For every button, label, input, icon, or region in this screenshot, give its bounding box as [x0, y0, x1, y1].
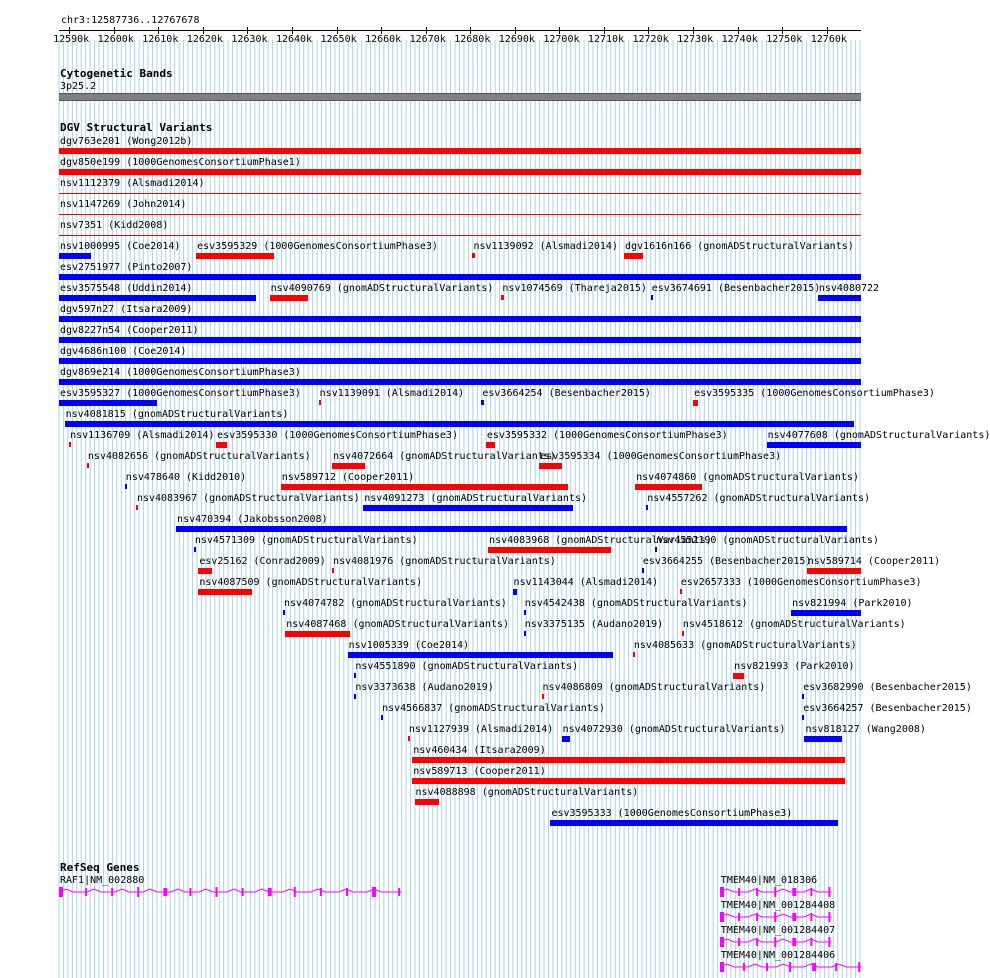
gene-exon [828, 912, 830, 922]
variant-label: nsv4088898 (gnomADStructuralVariants) [415, 787, 639, 798]
variant-feature-bar[interactable] [682, 631, 684, 636]
ruler-tick-label: 12590k [53, 34, 90, 45]
variant-feature-bar[interactable] [283, 610, 285, 615]
gene-exon [320, 888, 322, 896]
variant-label: nsv1127939 (Alsmadi2014) [408, 724, 554, 735]
variant-label: nsv821994 (Park2010) [792, 598, 913, 609]
ruler-tick-label: 12710k [587, 34, 625, 45]
gene-exon [743, 963, 745, 971]
variant-label: nsv3375135 (Audano2019) [524, 619, 664, 630]
variant-label: esv2751977 (Pinto2007) [60, 262, 193, 273]
gene-exon [792, 938, 796, 946]
gene-label: TMEM40|NM_001284408 [720, 900, 836, 911]
variant-label: esv3595333 (1000GenomesConsortiumPhase3) [551, 808, 793, 819]
variant-label: esv3664257 (Besenbacher2015) [803, 703, 972, 714]
variant-label: esv3575548 (Uddin2014) [60, 283, 193, 294]
variant-label: nsv1147269 (John2014) [60, 199, 187, 210]
ruler-tick-label: 12660k [365, 34, 402, 45]
variant-feature-bar[interactable] [562, 736, 571, 742]
variant-feature-bar[interactable] [415, 799, 440, 805]
gene-intron-line [59, 889, 401, 892]
variant-label: esv3664255 (Besenbacher2015) [642, 556, 812, 567]
ruler-tick [782, 27, 783, 34]
ruler-tick [203, 27, 204, 34]
variant-label: nsv4551890 (gnomADStructuralVariants) [355, 661, 579, 672]
variant-feature-bar[interactable] [319, 400, 321, 405]
ruler-tick [337, 27, 338, 34]
coordinate-ruler[interactable] [0, 0, 890, 50]
variant-label: nsv460434 (Itsara2009) [413, 745, 546, 756]
gene-exon [828, 937, 830, 947]
gene-exon [189, 888, 191, 896]
variant-feature-bar[interactable] [408, 736, 410, 741]
variant-feature-bar[interactable] [807, 568, 861, 574]
gene-label: TMEM40|NM_001284407 [720, 925, 836, 936]
variant-feature-bar[interactable] [354, 673, 356, 678]
gene-exon [720, 887, 724, 897]
variant-feature-bar[interactable] [59, 235, 861, 236]
variant-feature-bar[interactable] [802, 694, 804, 699]
gene-exon [810, 888, 812, 896]
gene-exon [810, 913, 812, 921]
ruler-tick-label: 12680k [454, 34, 491, 45]
variant-label: nsv4083967 (gnomADStructuralVariants) [136, 493, 360, 504]
gene-exon [812, 963, 816, 971]
gene-exon [720, 937, 724, 947]
variant-feature-bar[interactable] [542, 694, 544, 699]
gene-label: RAF1|NM_002880 [60, 875, 145, 886]
variant-feature-bar[interactable] [87, 463, 89, 468]
gene-exon [346, 888, 348, 896]
gene-label: TMEM40|NM_018306 [720, 875, 818, 886]
variant-label: nsv478640 (Kidd2010) [125, 472, 247, 483]
gene-model[interactable] [720, 911, 833, 923]
variant-feature-bar[interactable] [524, 610, 526, 615]
variant-feature-bar[interactable] [125, 484, 127, 489]
gene-exon [774, 912, 776, 922]
gene-exon [756, 888, 758, 896]
variant-label: nsv4083968 (gnomADStructuralVariants) [489, 535, 712, 546]
ruler-tick-label: 12670k [409, 34, 446, 45]
ruler-tick [114, 27, 115, 34]
variant-label: nsv4072664 (gnomADStructuralVariants) [333, 451, 556, 462]
gene-exon [756, 938, 758, 946]
gene-exon [111, 888, 113, 896]
ruler-tick-label: 12600k [97, 34, 134, 45]
cytoband-track-title: Cytogenetic Bands [60, 67, 173, 80]
gene-exon [810, 938, 812, 946]
variant-label: nsv4072930 (gnomADStructuralVariants) [562, 724, 786, 735]
gene-exon [85, 888, 87, 896]
variant-label: nsv4091273 (gnomADStructuralVariants) [364, 493, 588, 504]
gene-exon [720, 912, 724, 922]
cytoband-label: 3p25.2 [60, 81, 97, 92]
variant-feature-bar[interactable] [59, 169, 861, 175]
variant-label: nsv589712 (Cooper2011) [281, 472, 415, 483]
variant-label: esv3595327 (1000GenomesConsortiumPhase3) [60, 388, 301, 399]
variant-label: dgv1616n166 (gnomADStructuralVariants) [624, 241, 854, 252]
variant-feature-bar[interactable] [285, 631, 350, 637]
dgv-track-title: DGV Structural Variants [60, 121, 213, 134]
ruler-tick [648, 27, 649, 34]
variant-feature-bar[interactable] [539, 463, 561, 469]
variant-feature-bar[interactable] [59, 358, 861, 364]
gene-exon [792, 888, 796, 896]
variant-label: esv3595330 (1000GenomesConsortiumPhase3) [217, 430, 458, 441]
ruler-tick [693, 27, 694, 34]
ruler-tick [559, 27, 560, 34]
variant-label: dgv850e199 (1000GenomesConsortiumPhase1) [60, 157, 301, 168]
variant-feature-bar[interactable] [488, 547, 611, 553]
variant-feature-bar[interactable] [804, 736, 842, 742]
variant-feature-bar[interactable] [59, 148, 861, 154]
variant-label: esv3595329 (1000GenomesConsortiumPhase3) [197, 241, 438, 252]
gene-label: TMEM40|NM_001284406 [720, 950, 836, 961]
ruler-tick [69, 27, 70, 34]
variant-label: nsv4081976 (gnomADStructuralVariants) [333, 556, 556, 567]
gene-exon [766, 963, 768, 971]
variant-feature-bar[interactable] [59, 379, 861, 385]
ruler-tick-label: 12610k [142, 34, 179, 45]
variant-feature-bar[interactable] [69, 442, 71, 447]
variant-feature-bar[interactable] [633, 652, 635, 657]
variant-feature-bar[interactable] [354, 694, 356, 699]
variant-label: nsv4077608 (gnomADStructuralVariants) [767, 430, 990, 441]
variant-feature-bar[interactable] [818, 295, 861, 301]
variant-label: esv25162 (Conrad2009) [199, 556, 326, 567]
variant-label: nsv4074860 (gnomADStructuralVariants) [636, 472, 859, 483]
gene-exon [828, 887, 830, 897]
variant-label: nsv821993 (Park2010) [734, 661, 855, 672]
variant-label: nsv7351 (Kidd2008) [60, 220, 169, 231]
variant-feature-bar[interactable] [65, 421, 854, 427]
ruler-axis-line [59, 30, 861, 31]
ruler-tick [515, 27, 516, 34]
variant-label: nsv1074569 (Thareja2015) [502, 283, 647, 294]
cytoband-bar[interactable] [59, 93, 861, 101]
ruler-tick-label: 12630k [231, 34, 268, 45]
variant-feature-bar[interactable] [472, 253, 474, 258]
variant-label: esv3664254 (Besenbacher2015) [482, 388, 651, 399]
variant-feature-bar[interactable] [767, 442, 861, 448]
variant-label: nsv4090769 (gnomADStructuralVariants) [270, 283, 494, 294]
variant-label: esv3595332 (1000GenomesConsortiumPhase3) [486, 430, 728, 441]
variant-feature-bar[interactable] [59, 337, 861, 343]
variant-feature-bar[interactable] [194, 547, 196, 552]
variant-feature-bar[interactable] [412, 757, 844, 763]
gene-exon [738, 938, 740, 946]
ruler-tick-label: 12620k [186, 34, 223, 45]
gene-model[interactable] [720, 886, 833, 898]
variant-feature-bar[interactable] [481, 400, 483, 405]
gene-exon [774, 887, 776, 897]
variant-feature-bar[interactable] [635, 484, 702, 490]
variant-label: nsv589714 (Cooper2011) [807, 556, 941, 567]
gene-model[interactable] [59, 886, 403, 898]
variant-label: nsv4566837 (gnomADStructuralVariants) [382, 703, 605, 714]
variant-label: nsv1139092 (Alsmadi2014) [473, 241, 618, 252]
variant-label: esv3682990 (Besenbacher2015) [803, 682, 972, 693]
variant-feature-bar[interactable] [513, 589, 517, 595]
variant-label: esv3595334 (1000GenomesConsortiumPhase3) [540, 451, 782, 462]
ruler-tick [158, 27, 159, 34]
variant-feature-bar[interactable] [176, 526, 847, 532]
variant-label: nsv1143044 (Alsmadi2014) [513, 577, 659, 588]
gene-exon [294, 887, 296, 897]
variant-label: nsv4086809 (gnomADStructuralVariants) [542, 682, 766, 693]
variant-feature-bar[interactable] [381, 715, 383, 720]
variant-label: dgv763e201 (Wong2012b) [60, 136, 193, 147]
ruler-tick [827, 27, 828, 34]
variant-feature-bar[interactable] [524, 631, 526, 636]
gene-exon [137, 887, 139, 897]
gene-exon [163, 888, 167, 896]
variant-feature-bar[interactable] [651, 295, 653, 300]
variant-label: nsv470394 (Jakobsson2008) [177, 514, 328, 525]
variant-label: dgv597n27 (Itsara2009) [60, 304, 193, 315]
ruler-tick [470, 27, 471, 34]
variant-label: dgv869e214 (1000GenomesConsortiumPhase3) [60, 367, 301, 378]
variant-feature-bar[interactable] [270, 295, 308, 301]
variant-feature-bar[interactable] [332, 463, 365, 469]
gene-exon [738, 888, 740, 896]
variant-feature-bar[interactable] [733, 673, 744, 679]
variant-feature-bar[interactable] [624, 253, 643, 259]
variant-feature-bar[interactable] [646, 505, 648, 510]
variant-feature-bar[interactable] [486, 442, 495, 448]
gene-exon [216, 887, 218, 897]
variant-feature-bar[interactable] [363, 505, 572, 511]
variant-label: nsv1139091 (Alsmadi2014) [319, 388, 465, 399]
variant-feature-bar[interactable] [216, 442, 227, 448]
ruler-tick-label: 12650k [320, 34, 357, 45]
gene-exon [59, 887, 63, 897]
variant-feature-bar[interactable] [412, 778, 844, 784]
gene-exon [720, 962, 724, 972]
ruler-tick-label: 12730k [677, 34, 714, 45]
ruler-tick [381, 27, 382, 34]
variant-feature-bar[interactable] [198, 568, 211, 574]
ruler-tick-label: 12750k [766, 34, 803, 45]
variant-feature-bar[interactable] [791, 610, 861, 616]
ruler-tick-label: 12740k [721, 34, 758, 45]
ruler-tick [738, 27, 739, 34]
ruler-tick [247, 27, 248, 34]
variant-label: nsv1000995 (Coe2014) [60, 241, 181, 252]
gene-exon [242, 888, 244, 896]
variant-feature-bar[interactable] [680, 589, 682, 594]
variant-label: nsv4542438 (gnomADStructuralVariants) [524, 598, 748, 609]
ruler-tick-label: 12700k [543, 34, 580, 45]
variant-label: nsv4080722 [818, 283, 880, 294]
variant-feature-bar[interactable] [59, 193, 861, 194]
variant-label: nsv4087468 (gnomADStructuralVariants) [286, 619, 510, 630]
variant-feature-bar[interactable] [59, 316, 861, 322]
variant-feature-bar[interactable] [802, 715, 804, 720]
gene-exon [792, 913, 796, 921]
gene-exon [858, 962, 860, 972]
variant-label: dgv4686n100 (Coe2014) [60, 346, 187, 357]
variant-label: nsv818127 (Wang2008) [805, 724, 926, 735]
variant-feature-bar[interactable] [59, 295, 256, 301]
ruler-tick [426, 27, 427, 34]
variant-feature-bar[interactable] [501, 295, 503, 300]
variant-label: nsv4571309 (gnomADStructuralVariants) [194, 535, 418, 546]
gene-exon [835, 963, 837, 971]
variant-feature-bar[interactable] [59, 214, 861, 215]
variant-feature-bar[interactable] [136, 505, 138, 510]
variant-label: nsv4557262 (gnomADStructuralVariants) [647, 493, 871, 504]
variant-label: nsv589713 (Cooper2011) [413, 766, 546, 777]
variant-label: esv2657333 (1000GenomesConsortiumPhase3) [680, 577, 922, 588]
variant-label: nsv4552190 (gnomADStructuralVariants) [656, 535, 879, 546]
variant-feature-bar[interactable] [693, 400, 697, 406]
gene-exon [789, 962, 791, 972]
variant-feature-bar[interactable] [198, 589, 251, 595]
ruler-tick [604, 27, 605, 34]
variant-feature-bar[interactable] [332, 568, 334, 573]
variant-feature-bar[interactable] [550, 820, 837, 826]
variant-label: dgv8227n54 (Cooper2011) [60, 325, 199, 336]
variant-label: nsv1136709 (Alsmadi2014) [70, 430, 215, 441]
variant-label: nsv4518612 (gnomADStructuralVariants) [682, 619, 906, 630]
variant-label: esv3595335 (1000GenomesConsortiumPhase3) [694, 388, 935, 399]
variant-label: nsv4087509 (gnomADStructuralVariants) [199, 577, 423, 588]
variant-label: nsv1112379 (Alsmadi2014) [60, 178, 205, 189]
variant-label: esv3674691 (Besenbacher2015) [651, 283, 821, 294]
variant-feature-bar[interactable] [281, 484, 568, 490]
gene-exon [398, 888, 400, 896]
ruler-tick-label: 12720k [632, 34, 669, 45]
variant-feature-bar[interactable] [59, 400, 157, 406]
variant-feature-bar[interactable] [655, 547, 657, 552]
gene-exon [372, 887, 376, 897]
ruler-tick-label: 12690k [498, 34, 535, 45]
variant-label: nsv4081815 (gnomADStructuralVariants) [65, 409, 289, 420]
variant-feature-bar[interactable] [348, 652, 613, 658]
variant-feature-bar[interactable] [196, 253, 274, 259]
variant-label: nsv4085633 (gnomADStructuralVariants) [633, 640, 857, 651]
gene-exon [774, 937, 776, 947]
ruler-tick [292, 27, 293, 34]
ruler-tick-label: 12640k [275, 34, 313, 45]
gene-model[interactable] [720, 961, 863, 973]
gene-exon [756, 913, 758, 921]
gene-exon [268, 888, 272, 896]
gene-exon [738, 913, 740, 921]
variant-feature-bar[interactable] [642, 568, 644, 573]
variant-label: nsv1005339 (Coe2014) [348, 640, 470, 651]
variant-label: nsv3373638 (Audano2019) [355, 682, 494, 693]
refseq-track-title: RefSeq Genes [60, 861, 140, 874]
region-label: chr3:12587736..12767678 [61, 15, 200, 26]
gene-model[interactable] [720, 936, 833, 948]
variant-label: nsv4074782 (gnomADStructuralVariants) [284, 598, 507, 609]
variant-label: nsv4082656 (gnomADStructuralVariants) [87, 451, 311, 462]
variant-feature-bar[interactable] [59, 274, 861, 280]
ruler-tick-label: 12760k [810, 34, 847, 45]
variant-feature-bar[interactable] [59, 253, 91, 259]
